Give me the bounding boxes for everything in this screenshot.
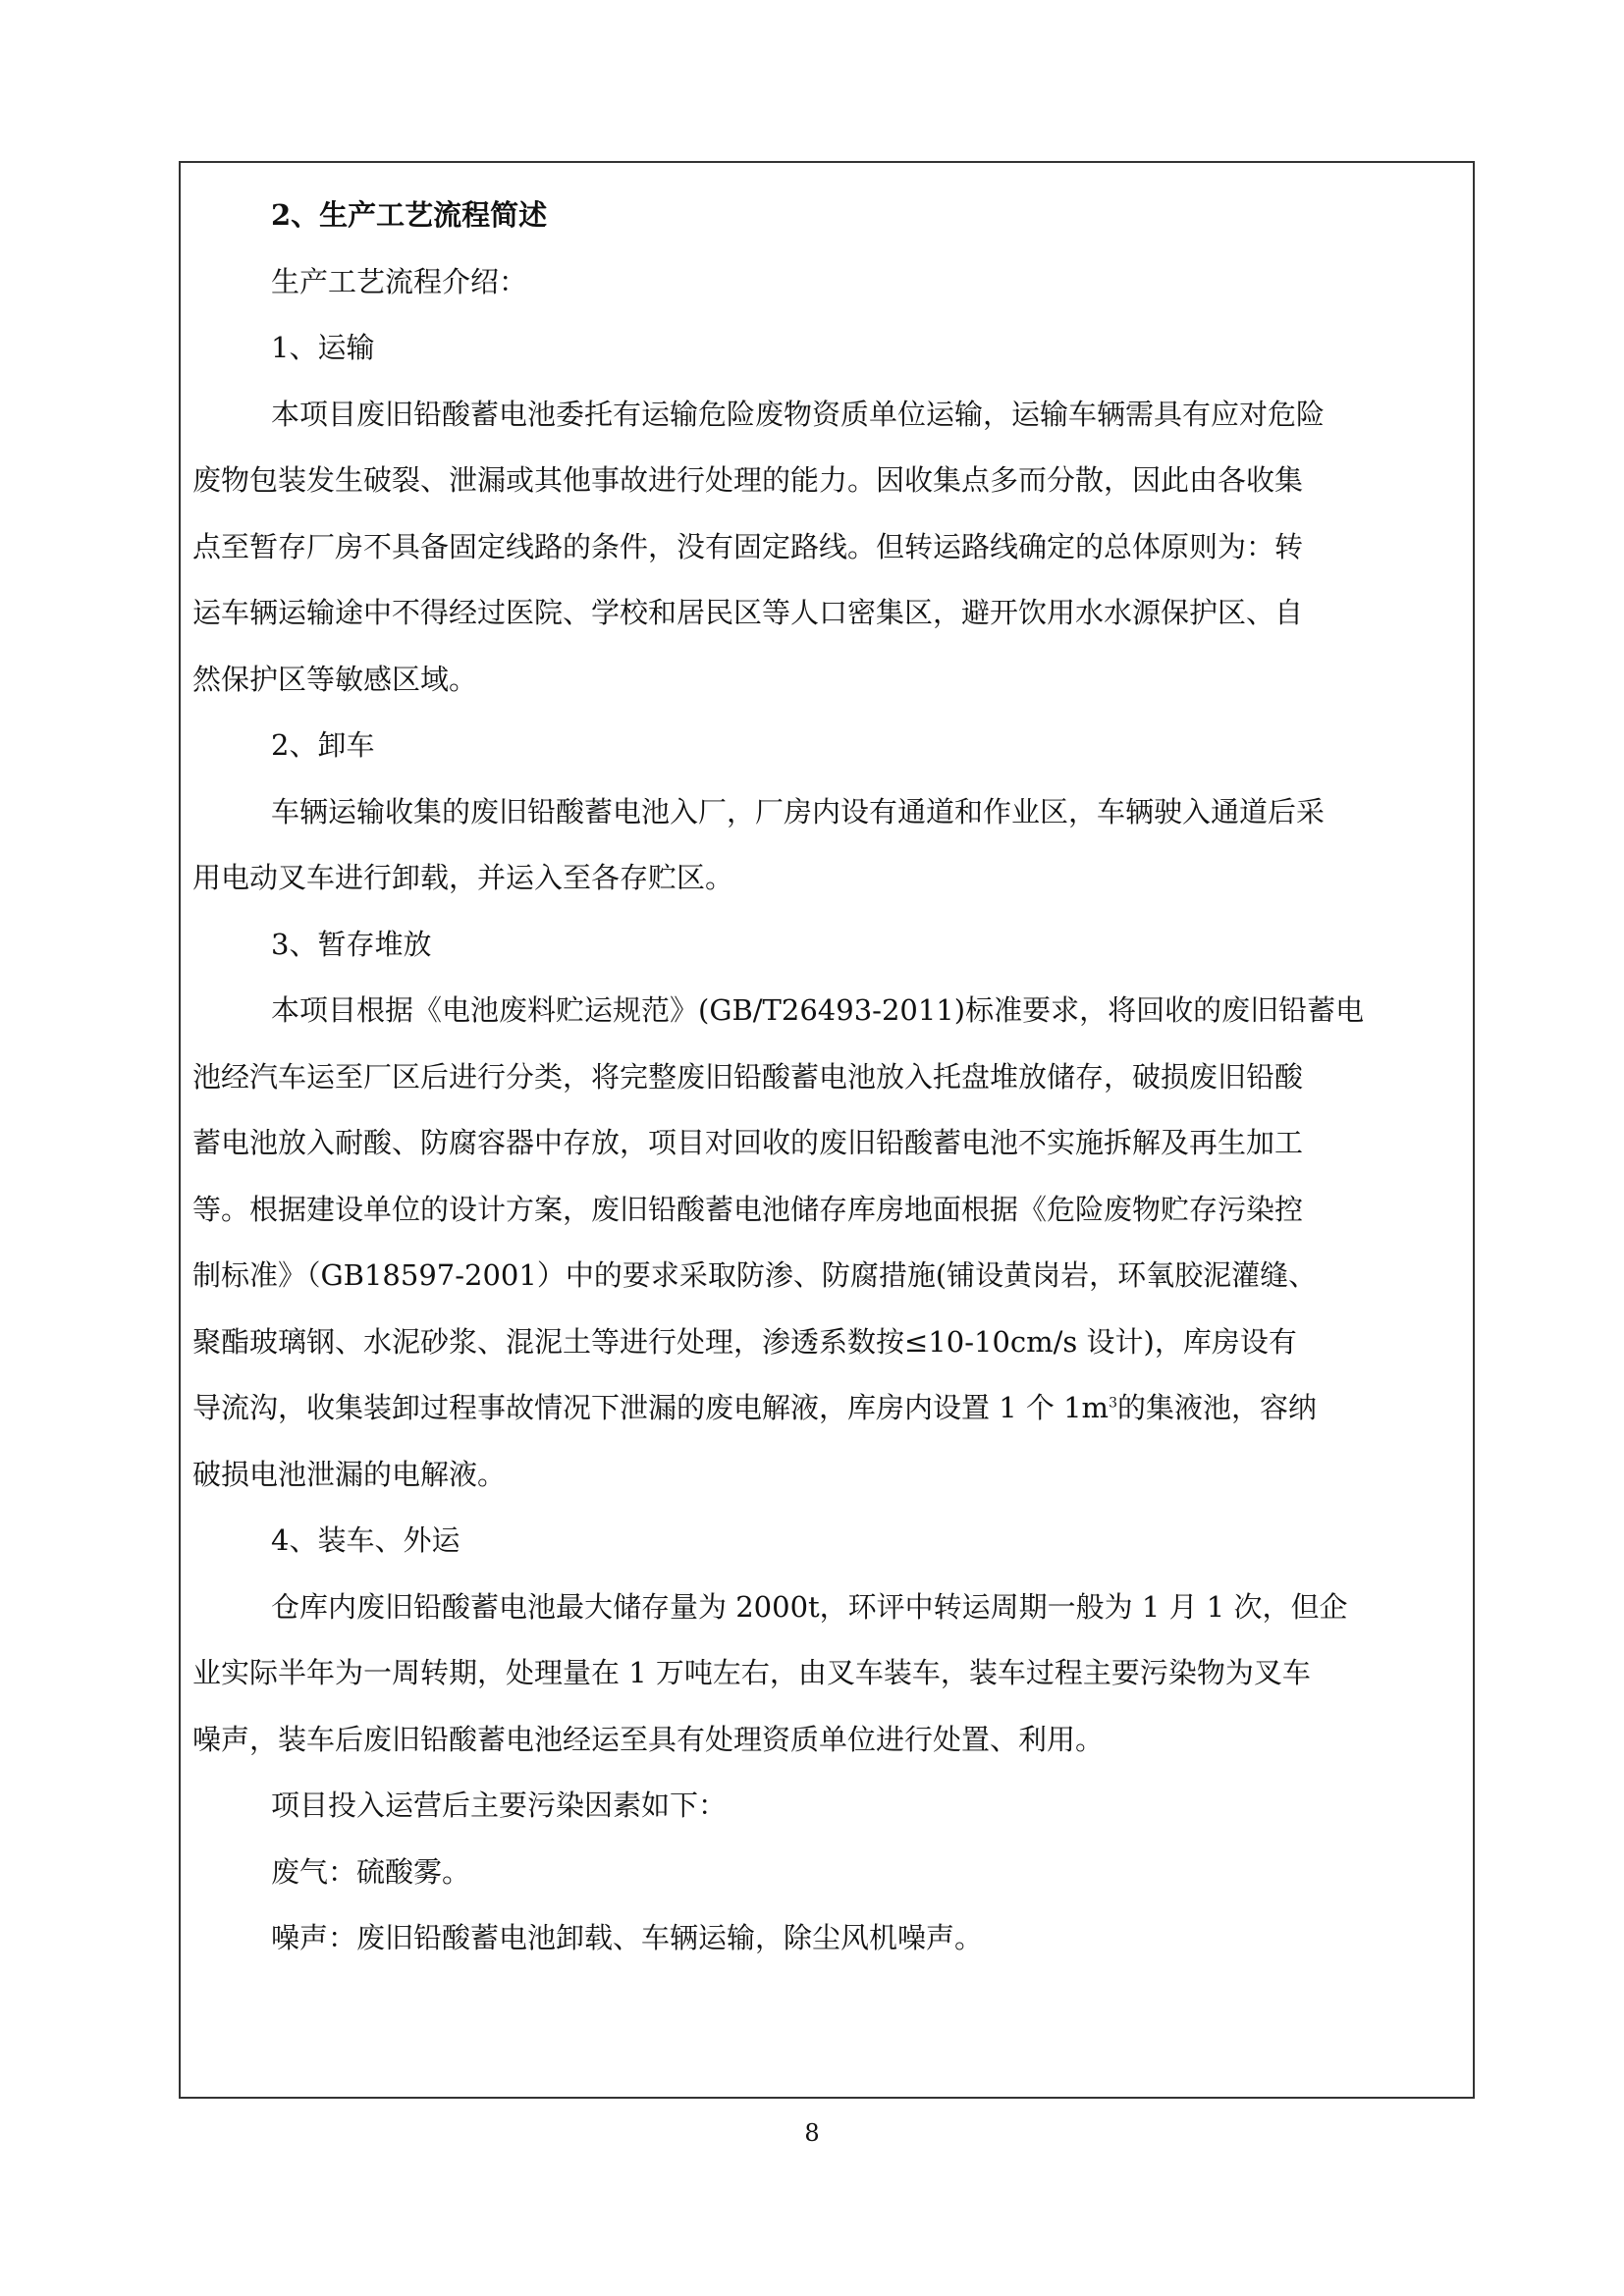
paragraph-line: 本项目根据《电池废料贮运规范》(GB/T26493-2011)标准要求，将回收的废旧铅蓄电	[271, 993, 1365, 1027]
paragraph-line-with-superscript	[192, 1375, 1461, 1442]
paragraph-line: 车辆运输收集的废旧铅酸蓄电池入厂，厂房内设有通道和作业区，车辆驶入通道后采	[271, 794, 1326, 828]
paragraph-line: 聚酯玻璃钢、水泥砂浆、混泥土等进行处理，渗透系数按≤10-10cm/s 设计)，库房设有	[192, 1324, 1297, 1359]
paragraph-line: 本项目废旧铅酸蓄电池委托有运输危险废物资质单位运输，运输车辆需具有应对危险	[271, 397, 1326, 431]
paragraph-line: 破损电池泄漏的电解液。	[192, 1457, 507, 1491]
pollutants-intro: 项目投入运营后主要污染因素如下：	[271, 1789, 728, 1822]
pollutant-noise: 噪声：废旧铅酸蓄电池卸载、车辆运输，除尘风机噪声。	[271, 1921, 984, 1954]
paragraph-line: 等。根据建设单位的设计方案，废旧铅酸蓄电池储存库房地面根据《危险废物贮存污染控	[192, 1192, 1304, 1226]
paragraph-line: 仓库内废旧铅酸蓄电池最大储存量为 2000t，环评中转运周期一般为 1 月 1 次，但企	[271, 1589, 1348, 1624]
step-heading-loading: 4、装车、外运	[271, 1523, 460, 1557]
section-title: 2、生产工艺流程简述	[271, 198, 548, 232]
step-heading-transport: 1、运输	[271, 331, 375, 364]
intro-text: 生产工艺流程介绍：	[271, 264, 528, 298]
line-text-after: 的集液池，容纳	[1116, 1391, 1317, 1424]
page-number: 8	[804, 2119, 820, 2147]
paragraph-line: 蓄电池放入耐酸、防腐容器中存放，项目对回收的废旧铅酸蓄电池不实施拆解及再生加工	[192, 1126, 1304, 1159]
paragraph-line: 废物包装发生破裂、泄漏或其他事故进行处理的能力。因收集点多而分散，因此由各收集	[192, 463, 1304, 497]
paragraph-line: 运车辆运输途中不得经过医院、学校和居民区等人口密集区，避开饮用水水源保护区、自	[192, 596, 1304, 629]
pollutant-gas: 废气：硫酸雾。	[271, 1854, 471, 1889]
paragraph-line: 池经汽车运至厂区后进行分类，将完整废旧铅酸蓄电池放入托盘堆放储存，破损废旧铅酸	[192, 1059, 1304, 1094]
paragraph-line: 用电动叉车进行卸载，并运入至各存贮区。	[192, 861, 734, 894]
paragraph-line: 点至暂存厂房不具备固定线路的条件，没有固定路线。但转运路线确定的总体原则为：转	[192, 529, 1304, 563]
line-text-before: 导流沟，收集装卸过程事故情况下泄漏的废电解液，库房内设置 1 个 1m	[192, 1391, 1110, 1424]
content-frame	[179, 161, 1475, 2099]
step-heading-unloading: 2、卸车	[271, 728, 375, 762]
paragraph-line: 制标准》（GB18597-2001）中的要求采取防渗、防腐措施(铺设黄岗岩，环氧胶泥灌缝、	[192, 1258, 1318, 1292]
superscript-exponent: 3	[1109, 1395, 1117, 1412]
paragraph-line: 业实际半年为一周转期，处理量在 1 万吨左右，由叉车装车，装车过程主要污染物为叉车	[192, 1656, 1311, 1689]
paragraph-line: 然保护区等敏感区域。	[192, 662, 478, 696]
paragraph-line: 噪声，装车后废旧铅酸蓄电池经运至具有处理资质单位进行处置、利用。	[192, 1722, 1105, 1756]
step-heading-storage: 3、暂存堆放	[271, 927, 432, 961]
